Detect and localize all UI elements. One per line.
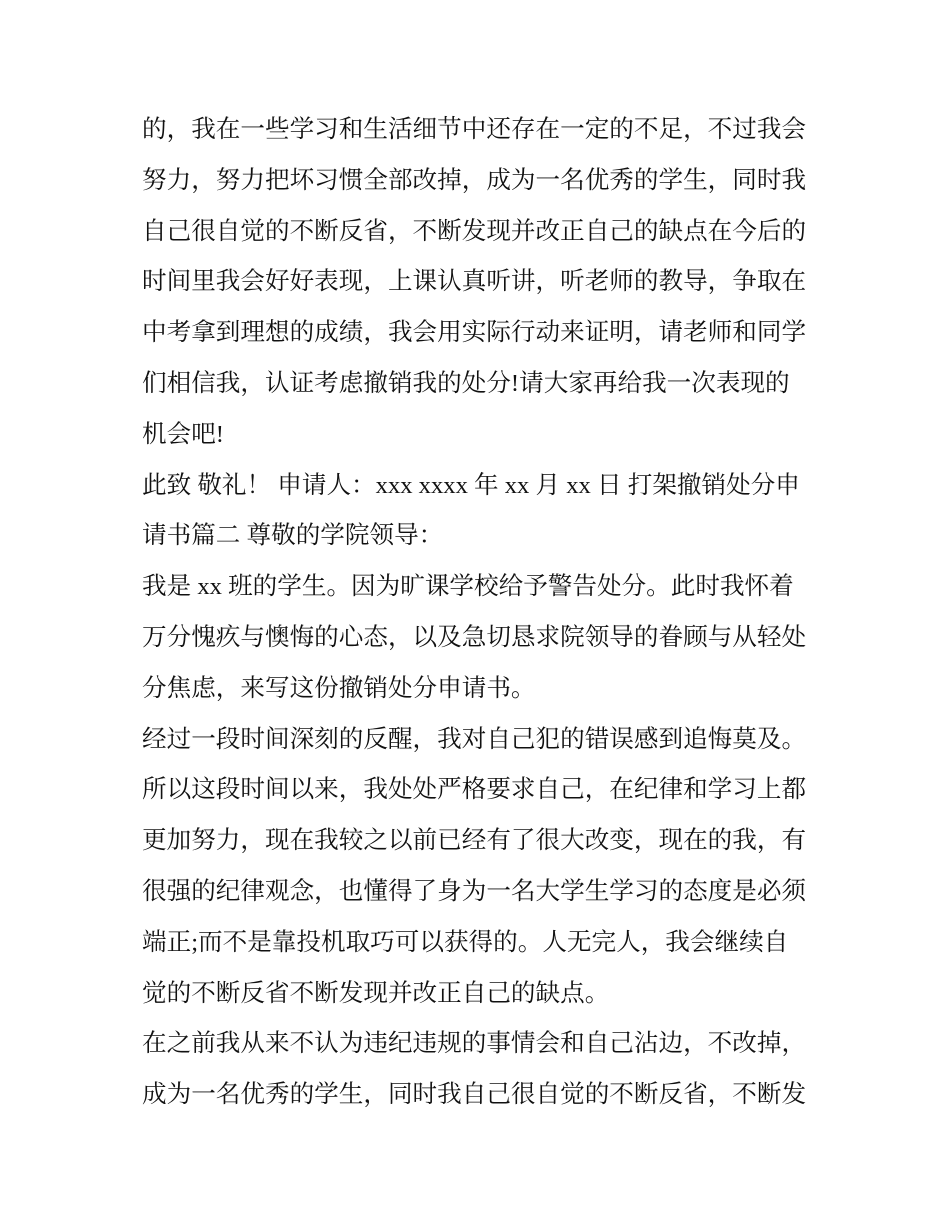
text-line: 的，我在一些学习和生活细节中还存在一定的不足，不过我会: [142, 116, 807, 143]
text-line: 觉的不断反省不断发现并改正自己的缺点。: [142, 979, 610, 1007]
text-line: 成为一名优秀的学生，同时我自己很自觉的不断反省，不断发: [142, 1081, 807, 1109]
text-line: 更加努力，现在我较之以前已经有了很大改变，现在的我，有: [142, 827, 807, 855]
text-line: 所以这段时间以来，我处处严格要求自己，在纪律和学习上都: [142, 776, 807, 804]
text-line: 努力，努力把坏习惯全部改掉，成为一名优秀的学生，同时我: [142, 166, 807, 194]
text-line: 我是 xx 班的学生。因为旷课学校给予警告处分。此时我怀着: [142, 573, 794, 601]
text-line: 自己很自觉的不断反省，不断发现并改正自己的缺点在今后的: [142, 217, 807, 245]
text-line: 中考拿到理想的成绩，我会用实际行动来证明，请老师和同学: [142, 319, 807, 347]
document-body-text: [142, 105, 822, 1121]
text-line: 分焦虑，来写这份撤销处分申请书。: [142, 674, 536, 702]
text-line: 机会吧!: [142, 420, 224, 448]
text-line: 在之前我从来不认为违纪违规的事情会和自己沾边，不改掉，: [142, 1030, 807, 1058]
text-line: 时间里我会好好表现，上课认真听讲，听老师的教导，争取在: [142, 268, 807, 296]
text-line: 经过一段时间深刻的反醒，我对自己犯的错误感到追悔莫及。: [142, 725, 807, 753]
text-line: 很强的纪律观念，也懂得了身为一名大学生学习的态度是必须: [142, 877, 807, 905]
text-line: 万分愧疚与懊悔的心态，以及急切恳求院领导的眷顾与从轻处: [142, 623, 807, 651]
closing-signature-line: 此致 敬礼！ 申请人：xxx xxxx 年 xx 月 xx 日 打架撤销处分申: [142, 471, 800, 499]
text-line: 端正;而不是靠投机取巧可以获得的。人无完人，我会继续自: [142, 928, 789, 956]
text-line: 们相信我，认证考虑撤销我的处分!请大家再给我一次表现的: [142, 369, 790, 397]
section-heading-line: 请书篇二 尊敬的学院领导：: [142, 522, 444, 550]
